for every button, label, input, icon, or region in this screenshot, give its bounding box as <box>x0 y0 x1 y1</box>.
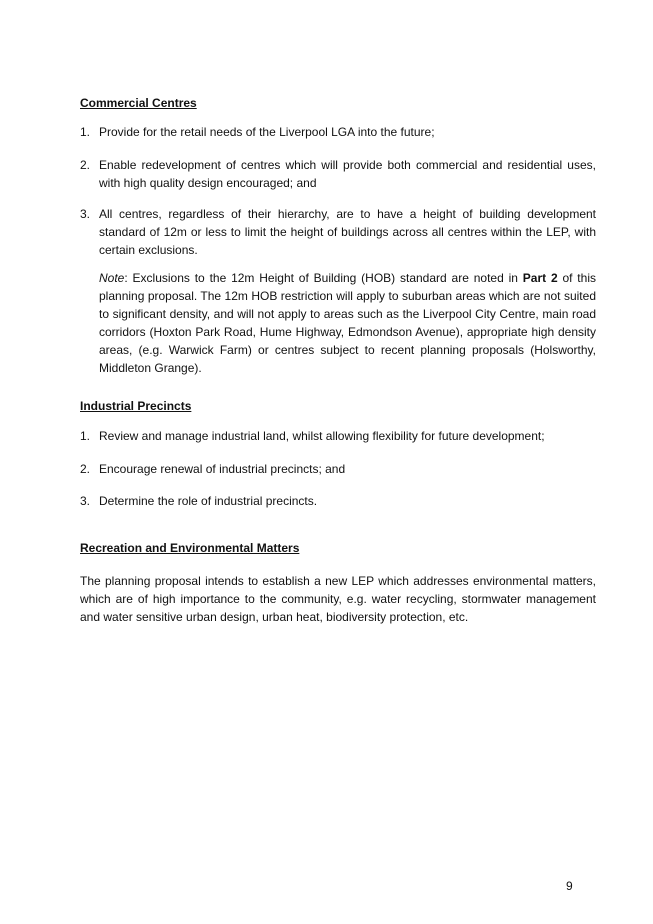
list-item <box>80 123 596 141</box>
list-text: Review and manage industrial land, whilst allowing flexibility for future development; <box>99 429 545 443</box>
list-text: Provide for the retail needs of the Liverpool LGA into the future; <box>99 125 435 139</box>
list-number: 2. <box>80 158 91 172</box>
list-text: Encourage renewal of industrial precincts; and <box>99 462 346 476</box>
heading-recreation-environmental: Recreation and Environmental Matters <box>80 541 300 555</box>
list-number: 1. <box>80 125 91 139</box>
heading-commercial-centres: Commercial Centres <box>80 96 197 110</box>
note-label: Note <box>99 271 125 285</box>
page-number: 9 <box>566 879 573 893</box>
note-text-b: of this planning proposal. The 12m HOB restriction will apply to suburban areas which are not suited to significant density, and will not apply to areas such as the Liverpool City Centre, main road corridors (Hoxton Park Road, Hume Highway, Edmondson Avenue), appropriate high density areas, (e.g. Warwick Farm) or centres subject to recent planning proposals (Holsworthy, Middleton Grange). <box>99 271 596 375</box>
heading-industrial-precincts: Industrial Precincts <box>80 399 192 413</box>
note-bold: Part 2 <box>522 271 558 285</box>
list-text: Enable redevelopment of centres which will provide both commercial and residential uses, with high quality design encouraged; and <box>99 158 596 190</box>
list-item <box>80 460 596 478</box>
list-number: 2. <box>80 462 91 476</box>
list-item <box>80 156 596 192</box>
recreation-paragraph: The planning proposal intends to establish a new LEP which addresses environmental matters, which are of high importance to the community, e.g. water recycling, stormwater management and water sensitive urban design, urban heat, biodiversity protection, etc. <box>80 574 596 624</box>
note-text-a: : Exclusions to the 12m Height of Building (HOB) standard are noted in <box>124 271 523 285</box>
list-number: 1. <box>80 429 91 443</box>
list-text: Determine the role of industrial precincts. <box>99 494 318 508</box>
list-item <box>80 427 596 445</box>
note-paragraph <box>99 269 596 377</box>
list-number: 3. <box>80 494 91 508</box>
list-text: All centres, regardless of their hierarchy, are to have a height of building development standard of 12m or less to limit the height of buildings across all centres within the LEP, with certain exclusions. <box>99 207 596 257</box>
list-number: 3. <box>80 207 91 221</box>
list-item <box>80 492 596 510</box>
list-item <box>80 205 596 259</box>
